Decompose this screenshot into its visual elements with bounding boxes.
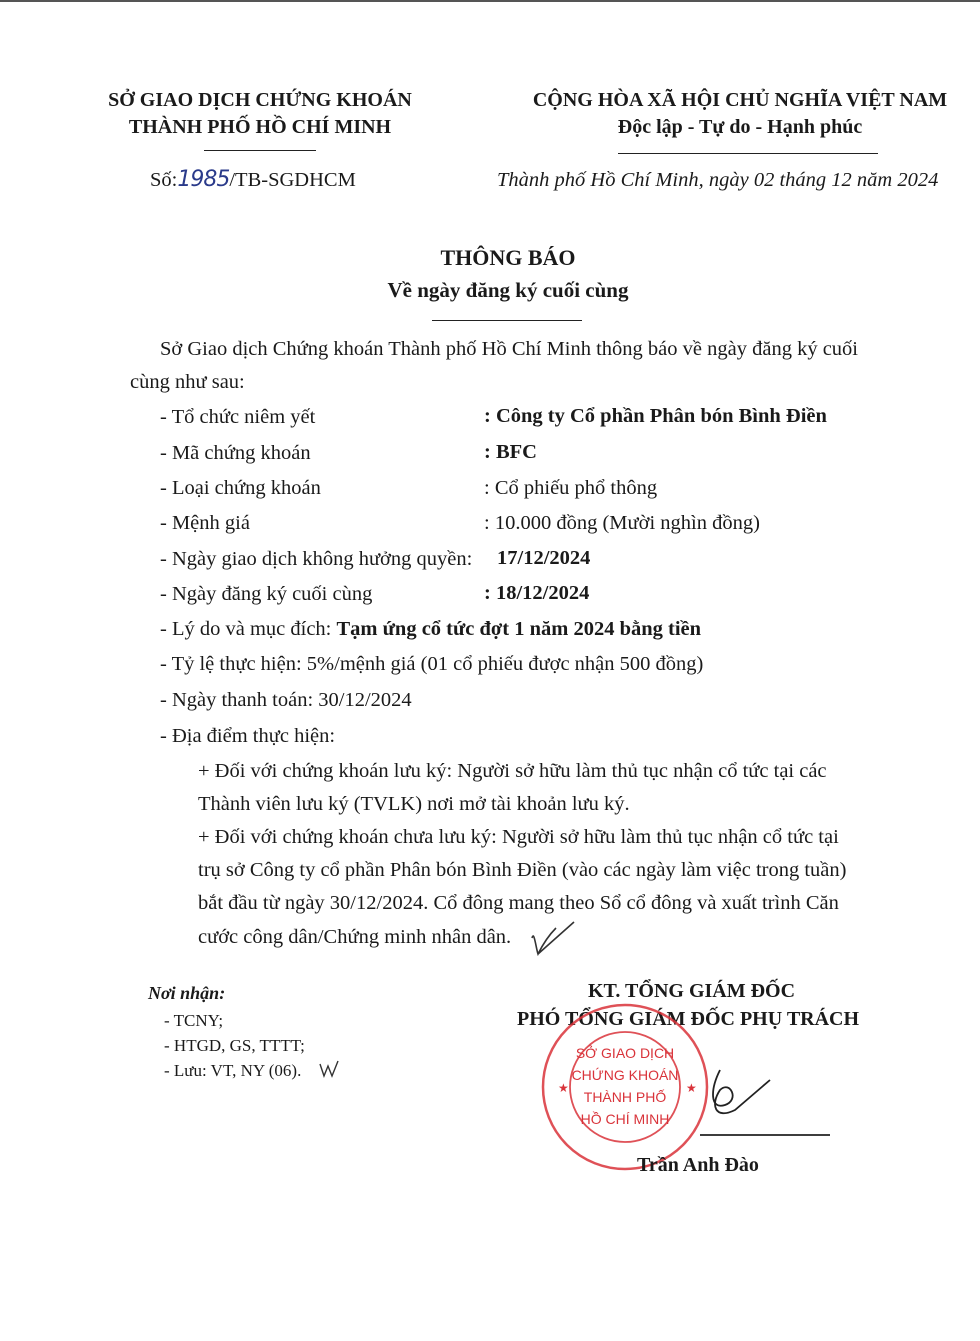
item-value-record-date: : 18/12/2024	[484, 582, 590, 604]
intro-line1: Sở Giao dịch Chứng khoán Thành phố Hồ Chí Minh thông báo về ngày đăng ký cuối	[160, 338, 859, 360]
purpose-label: - Lý do và mục đích:	[160, 618, 337, 640]
org-name-line2: THÀNH PHỐ HỒ CHÍ MINH	[128, 116, 392, 138]
svg-text:★: ★	[686, 1081, 697, 1095]
item-label-ex-date: - Ngày giao dịch không hưởng quyền:	[160, 548, 473, 570]
document-number	[150, 167, 356, 192]
motto-underline	[618, 153, 878, 154]
purpose-line	[160, 618, 701, 641]
page-top-border	[0, 0, 980, 2]
country-name: CỘNG HÒA XÃ HỘI CHỦ NGHĨA VIỆT NAM	[532, 89, 948, 111]
notice-subtitle: Về ngày đăng ký cuối cùng	[387, 278, 629, 302]
seal-text-1: SỞ GIAO DỊCH	[575, 1045, 675, 1061]
location-p2-line3: bắt đầu từ ngày 30/12/2024. Cổ đông mang theo Sổ cổ đông và xuất trình Căn	[198, 892, 839, 914]
seal-text-4: HỒ CHÍ MINH	[580, 1111, 670, 1127]
ratio-line: - Tỷ lệ thực hiện: 5%/mệnh giá (01 cổ phiếu được nhận 500 đồng)	[160, 653, 704, 675]
location-p1-line2: Thành viên lưu ký (TVLK) nơi mở tài khoản lưu ký.	[198, 793, 630, 815]
item-value-ticker: : BFC	[484, 441, 537, 463]
signature	[680, 1060, 850, 1150]
item-label-record-date: - Ngày đăng ký cuối cùng	[160, 583, 373, 605]
title-underline	[432, 320, 582, 321]
item-value-security-type: : Cổ phiếu phổ thông	[484, 477, 658, 499]
location-p2-line1: + Đối với chứng khoán chưa lưu ký: Người sở hữu làm thủ tục nhận cổ tức tại	[198, 826, 839, 848]
signer-line1: KT. TỔNG GIÁM ĐỐC	[588, 980, 796, 1002]
svg-text:★: ★	[558, 1081, 569, 1095]
item-label-ticker: - Mã chứng khoán	[160, 442, 311, 464]
seal-text-3: THÀNH PHỐ	[583, 1089, 667, 1105]
item-label-listed-org: - Tổ chức niêm yết	[160, 406, 316, 428]
org-underline	[204, 150, 316, 151]
country-motto: Độc lập - Tự do - Hạnh phúc	[617, 116, 863, 138]
recipient-initials	[318, 1058, 344, 1080]
recipient-item: - HTGD, GS, TTTT;	[164, 1036, 305, 1055]
intro-line2: cùng như sau:	[130, 371, 245, 393]
item-value-par-value: : 10.000 đồng (Mười nghìn đồng)	[484, 512, 760, 534]
location-p2-line4: cước công dân/Chứng minh nhân dân.	[198, 926, 512, 948]
location-label: - Địa điểm thực hiện:	[160, 725, 336, 747]
recipient-item: - Lưu: VT, NY (06).	[164, 1061, 302, 1080]
org-name-line1: SỞ GIAO DỊCH CHỨNG KHOÁN	[108, 89, 412, 111]
doc-number-prefix: Số:	[150, 169, 178, 191]
location-p1-line1: + Đối với chứng khoán lưu ký: Người sở hữu làm thủ tục nhận cổ tức tại các	[198, 760, 827, 782]
payment-date-line: - Ngày thanh toán: 30/12/2024	[160, 689, 412, 711]
notice-title: THÔNG BÁO	[440, 245, 576, 270]
doc-number-handwritten: 1985	[177, 167, 230, 192]
initial-mark	[526, 918, 581, 960]
signer-line2: PHÓ TỔNG GIÁM ĐỐC PHỤ TRÁCH	[517, 1008, 860, 1030]
purpose-value: Tạm ứng cổ tức đợt 1 năm 2024 bằng tiền	[336, 618, 702, 640]
doc-number-suffix: /TB-SGDHCM	[229, 169, 356, 191]
place-date: Thành phố Hồ Chí Minh, ngày 02 tháng 12 năm 2024	[497, 169, 939, 191]
seal-text-2: CHỨNG KHOÁN	[571, 1067, 679, 1083]
item-value-listed-org: : Công ty Cổ phần Phân bón Bình Điền	[484, 405, 827, 427]
item-label-par-value: - Mệnh giá	[160, 512, 250, 534]
signer-name: Trần Anh Đào	[637, 1154, 759, 1176]
recipient-item: - TCNY;	[164, 1011, 224, 1030]
item-label-security-type: - Loại chứng khoán	[160, 477, 321, 499]
item-value-ex-date: 17/12/2024	[497, 547, 591, 569]
location-p2-line2: trụ sở Công ty cổ phần Phân bón Bình Điền (vào các ngày làm việc trong tuần)	[198, 859, 847, 881]
recipients-title: Nơi nhận:	[148, 983, 226, 1003]
